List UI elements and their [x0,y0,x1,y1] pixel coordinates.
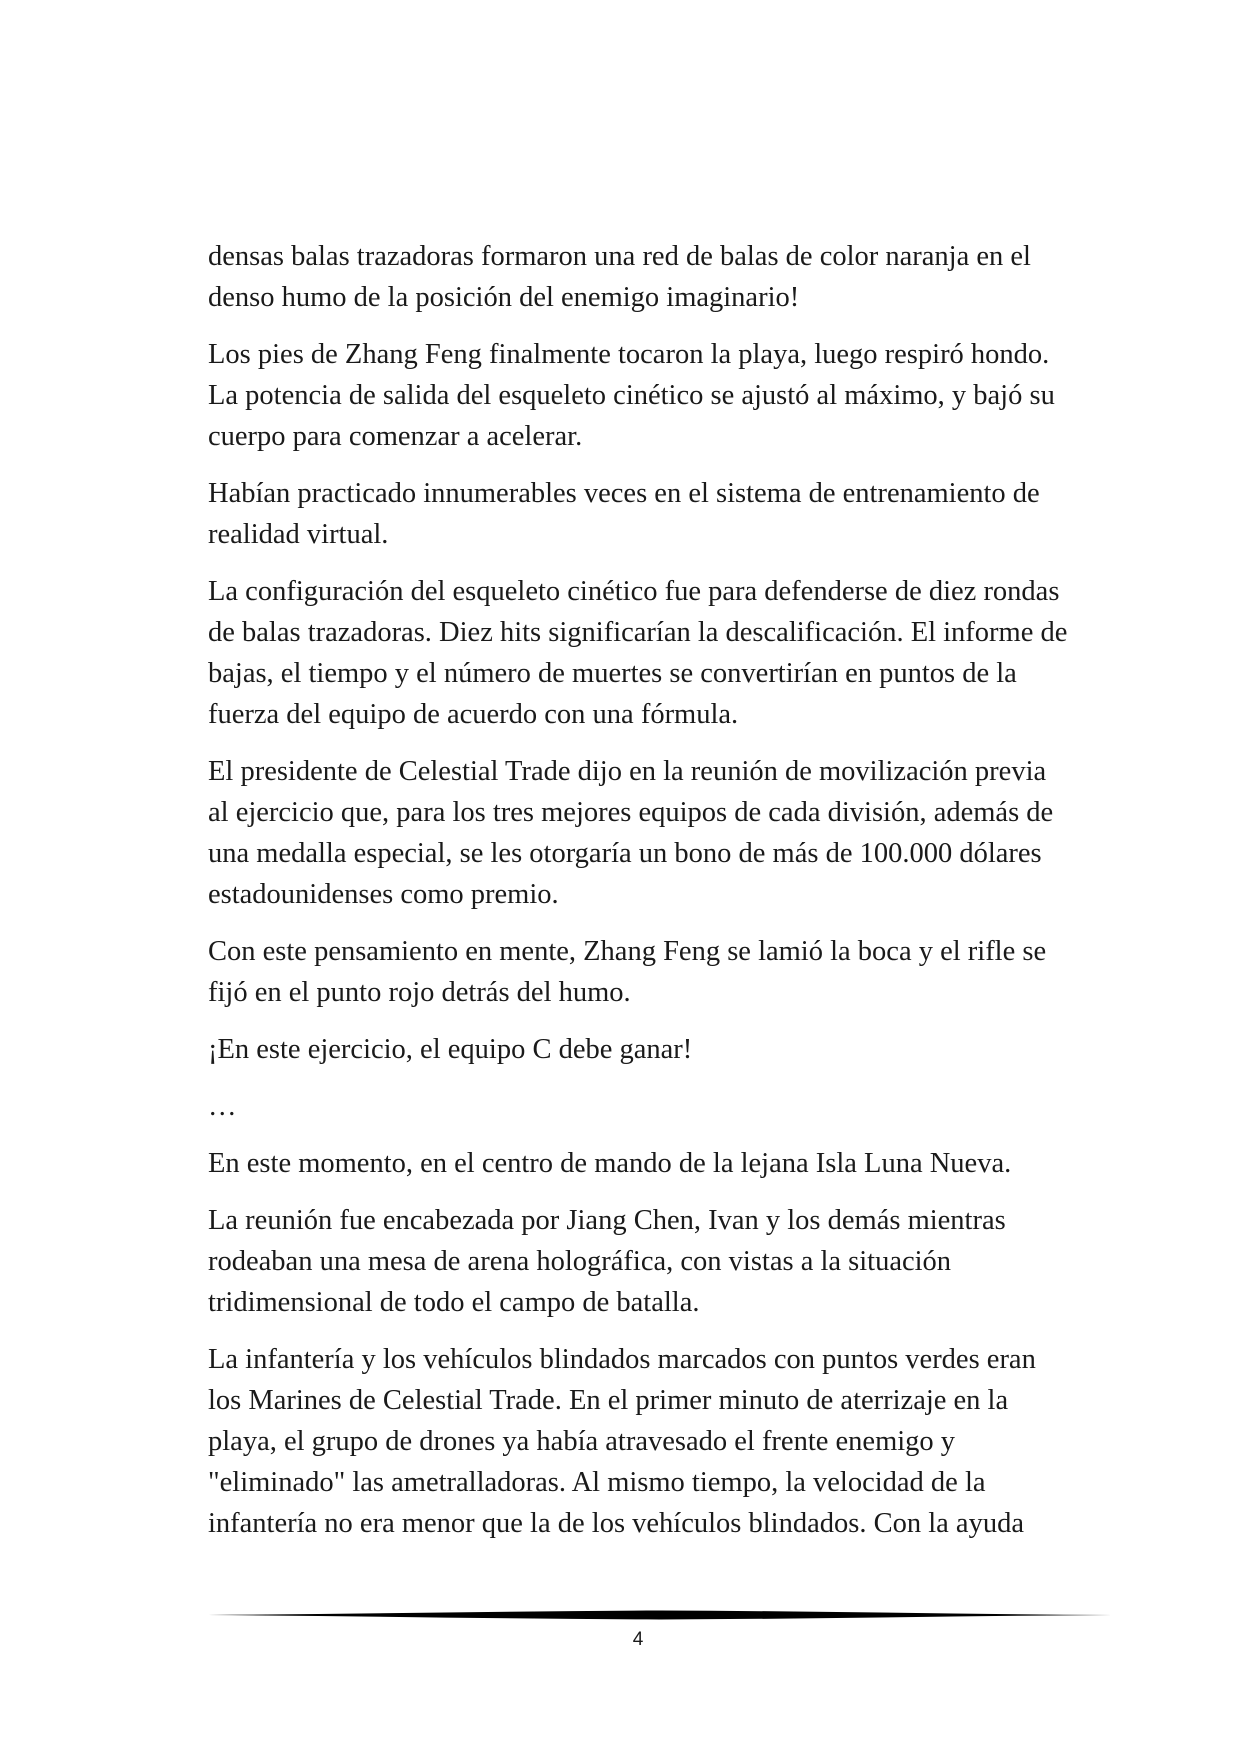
paragraph: Con este pensamiento en mente, Zhang Feng se lamió la boca y el rifle se fijó en el punto rojo detrás del humo. [208,936,1047,1008]
footer-rule [208,1608,1112,1622]
paragraph: densas balas trazadoras formaron una red de balas de color naranja en el denso humo de la posición del enemigo imaginario! [208,241,1031,313]
scene-break: … [208,1091,237,1122]
footer-rule-line [208,1611,1112,1620]
paragraph: La reunión fue encabezada por Jiang Chen, Ivan y los demás mientras rodeaban una mesa de arena holográfica, con vistas a la situación tridimensional de todo el campo de batalla. [208,1205,1006,1318]
paragraph: El presidente de Celestial Trade dijo en la reunión de movilización previa al ejercicio que, para los tres mejores equipos de cada división, además de una medalla especial, se les otorgaría un bono de más de 100.000 dólares estadounidenses como premio. [208,756,1054,910]
paragraph: ¡En este ejercicio, el equipo C debe ganar! [208,1034,693,1065]
paragraph: Habían practicado innumerables veces en el sistema de entrenamiento de realidad virtual. [208,478,1040,550]
paragraph: La configuración del esqueleto cinético fue para defenderse de diez rondas de balas trazadoras. Diez hits significarían la descalificación. El informe de bajas, el tiempo y el número de muertes se convertirían en puntos de la fuerza del equipo de acuerdo con una fórmula. [208,576,1068,730]
page-number: 4 [632,1629,644,1650]
paragraph: En este momento, en el centro de mando de la lejana Isla Luna Nueva. [208,1148,1012,1179]
paragraph: Los pies de Zhang Feng finalmente tocaron la playa, luego respiró hondo. La potencia de salida del esqueleto cinético se ajustó al máximo, y bajó su cuerpo para comenzar a acelerar. [208,339,1055,452]
paragraph: La infantería y los vehículos blindados marcados con puntos verdes eran los Marines de Celestial Trade. En el primer minuto de aterrizaje en la playa, el grupo de drones ya había atravesado el frente enemigo y "eliminado" las ametralladoras. Al mismo tiempo, la velocidad de la infantería no era menor que la de los vehículos blindados. Con la ayuda [208,1344,1036,1539]
body-text [208,236,1068,1560]
